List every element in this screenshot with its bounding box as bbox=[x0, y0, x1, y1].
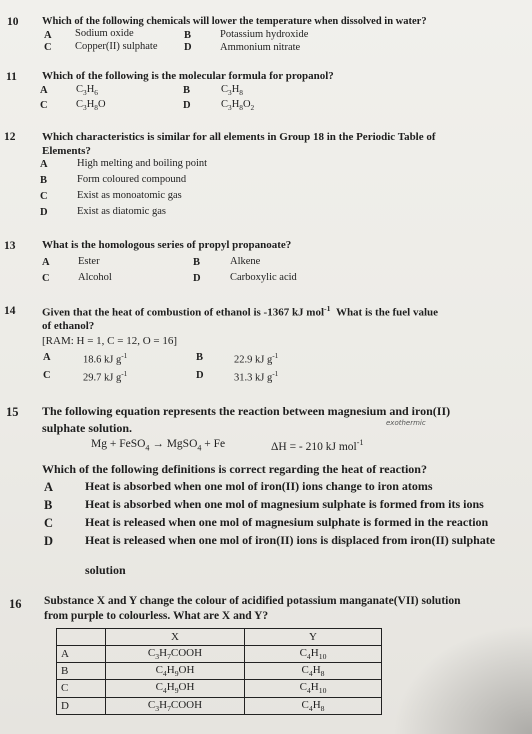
q13-option-a-text: Ester bbox=[78, 256, 100, 267]
table-cell-letter: B bbox=[57, 663, 106, 680]
q14-option-c-letter: C bbox=[43, 370, 51, 381]
table-cell-x: $C_4H_9OH$ bbox=[106, 680, 245, 697]
q11-option-a-letter: A bbox=[40, 85, 48, 96]
q11-option-d-letter: D bbox=[183, 100, 191, 111]
q13-option-c-text: Alcohol bbox=[78, 272, 112, 283]
q14-option-a-value: 18.6 kJ $g^{-1}$ bbox=[83, 351, 128, 366]
table-cell-letter: C bbox=[57, 680, 106, 697]
q15-option-a-letter: A bbox=[44, 480, 54, 494]
question-14-stem-line-1: Given that the heat of combustion of ethanol is -1367 kJ mol$^{-1}$ What is the fuel value bbox=[42, 304, 438, 319]
question-13-number: 13 bbox=[4, 240, 16, 252]
q12-option-b-letter: B bbox=[40, 175, 48, 186]
q14-option-a-letter: A bbox=[43, 352, 51, 363]
question-10-number: 10 bbox=[7, 16, 19, 28]
question-14-ram: [RAM: H = 1, C = 12, O = 16] bbox=[42, 335, 178, 347]
q12-option-d-text: Exist as diatomic gas bbox=[77, 206, 166, 217]
q14-option-b-value: 22.9 kJ $g^{-1}$ bbox=[234, 351, 279, 366]
q10-option-c-text: Copper(II) sulphate bbox=[75, 41, 158, 52]
table-cell-y: $C_4H_8$ bbox=[245, 697, 382, 714]
q15-option-c-letter: C bbox=[44, 516, 54, 530]
q11-option-b-formula: $C_3H_8$ bbox=[221, 84, 243, 98]
q11-option-c-letter: C bbox=[40, 100, 48, 111]
question-11-stem: Which of the following is the molecular formula for propanol? bbox=[42, 70, 334, 82]
table-cell-y: $C_4H_{10}$ bbox=[245, 680, 382, 697]
q12-option-d-letter: D bbox=[40, 207, 48, 218]
question-11-number: 11 bbox=[6, 71, 17, 83]
q12-option-a-letter: A bbox=[40, 159, 48, 170]
table-cell-x: $C_4H_9OH$ bbox=[106, 663, 245, 680]
q12-option-b-text: Form coloured compound bbox=[77, 174, 187, 185]
q12-option-c-text: Exist as monoatomic gas bbox=[77, 190, 182, 201]
table-row bbox=[57, 680, 382, 697]
q14-option-d-value: 31.3 kJ $g^{-1}$ bbox=[234, 369, 279, 384]
page-shadow bbox=[392, 624, 532, 734]
q11-option-a-formula: $C_3H_6$ bbox=[76, 84, 98, 98]
q10-option-d-letter: D bbox=[184, 42, 192, 53]
q15-option-c-text: Heat is released when one mol of magnesium sulphate is formed in the reaction bbox=[85, 515, 489, 529]
question-16-stem-line-1: Substance X and Y change the colour of acidified potassium manganate(VII) solution bbox=[44, 595, 461, 607]
question-15-delta-h: ΔH = - 210 kJ mol$^{-1}$ bbox=[271, 438, 364, 453]
table-cell-y: $C_4H_8$ bbox=[245, 663, 382, 680]
table-cell-y: $C_4H_{10}$ bbox=[245, 646, 382, 663]
question-15-equation: Mg + FeSO$_4$ → MgSO$_4$ + Fe bbox=[91, 438, 226, 453]
q11-option-d-formula: $C_3H_8O_2$ bbox=[221, 99, 255, 113]
handwritten-note: exothermic bbox=[386, 419, 426, 427]
question-14-number: 14 bbox=[4, 305, 16, 317]
question-16-stem-line-2: from purple to colourless. What are X and Y? bbox=[44, 610, 269, 622]
q10-option-a-letter: A bbox=[44, 30, 52, 41]
question-12-stem-line-1: Which characteristics is similar for all elements in Group 18 in the Periodic Table of bbox=[42, 131, 436, 143]
q15-option-d-letter: D bbox=[44, 534, 54, 548]
q13-option-b-letter: B bbox=[193, 257, 201, 268]
q15-option-b-text: Heat is absorbed when one mol of magnesium sulphate is formed from its ions bbox=[85, 497, 484, 511]
q10-option-b-text: Potassium hydroxide bbox=[220, 29, 309, 40]
q15-option-d-text-line-2: solution bbox=[85, 563, 126, 577]
question-16-number: 16 bbox=[9, 597, 22, 611]
q12-option-c-letter: C bbox=[40, 191, 48, 202]
q10-option-a-text: Sodium oxide bbox=[75, 28, 134, 39]
table-header-cell: Y bbox=[245, 629, 382, 646]
question-12-stem-line-2: Elements? bbox=[42, 145, 91, 157]
q15-option-b-letter: B bbox=[44, 498, 53, 512]
question-15-stem-line-2: sulphate solution. bbox=[42, 421, 133, 435]
table-cell-letter: D bbox=[57, 697, 106, 714]
table-header-cell: X bbox=[106, 629, 245, 646]
q13-option-b-text: Alkene bbox=[230, 256, 261, 267]
q14-option-b-letter: B bbox=[196, 352, 204, 363]
table-row bbox=[57, 646, 382, 663]
question-15-number: 15 bbox=[6, 405, 19, 419]
table-row bbox=[57, 697, 382, 714]
table-cell-x: $C_3H_7COOH$ bbox=[106, 697, 245, 714]
q10-option-c-letter: C bbox=[44, 42, 52, 53]
table-cell-letter: A bbox=[57, 646, 106, 663]
q11-option-c-formula: $C_3H_8O$ bbox=[76, 99, 106, 113]
q15-option-d-text-line-1: Heat is released when one mol of iron(II) ions is displaced from iron(II) sulphate bbox=[85, 533, 496, 547]
question-15-question: Which of the following definitions is correct regarding the heat of reaction? bbox=[42, 462, 427, 476]
q13-option-d-letter: D bbox=[193, 273, 201, 284]
question-12-number: 12 bbox=[4, 131, 16, 143]
q13-option-a-letter: A bbox=[42, 257, 50, 268]
q10-option-d-text: Ammonium nitrate bbox=[220, 42, 301, 53]
question-10-stem: Which of the following chemicals will lower the temperature when dissolved in water? bbox=[42, 16, 427, 27]
q12-option-a-text: High melting and boiling point bbox=[77, 158, 208, 169]
table-cell-x: $C_3H_7COOH$ bbox=[106, 646, 245, 663]
q11-option-b-letter: B bbox=[183, 85, 191, 96]
table-header-cell bbox=[57, 629, 106, 646]
q10-option-b-letter: B bbox=[184, 30, 192, 41]
q14-option-d-letter: D bbox=[196, 370, 204, 381]
q15-option-a-text: Heat is absorbed when one mol of iron(II) ions change to iron atoms bbox=[85, 479, 433, 493]
question-14-stem-line-2: of ethanol? bbox=[42, 320, 95, 332]
q16-options-table bbox=[56, 628, 382, 715]
table-header-row bbox=[57, 629, 382, 646]
q13-option-d-text: Carboxylic acid bbox=[230, 272, 297, 283]
question-13-stem: What is the homologous series of propyl propanoate? bbox=[42, 239, 292, 251]
table-row bbox=[57, 663, 382, 680]
q13-option-c-letter: C bbox=[42, 273, 50, 284]
question-15-stem-line-1: The following equation represents the reaction between magnesium and iron(II) bbox=[42, 404, 451, 418]
q14-option-c-value: 29.7 kJ $g^{-1}$ bbox=[83, 369, 128, 384]
